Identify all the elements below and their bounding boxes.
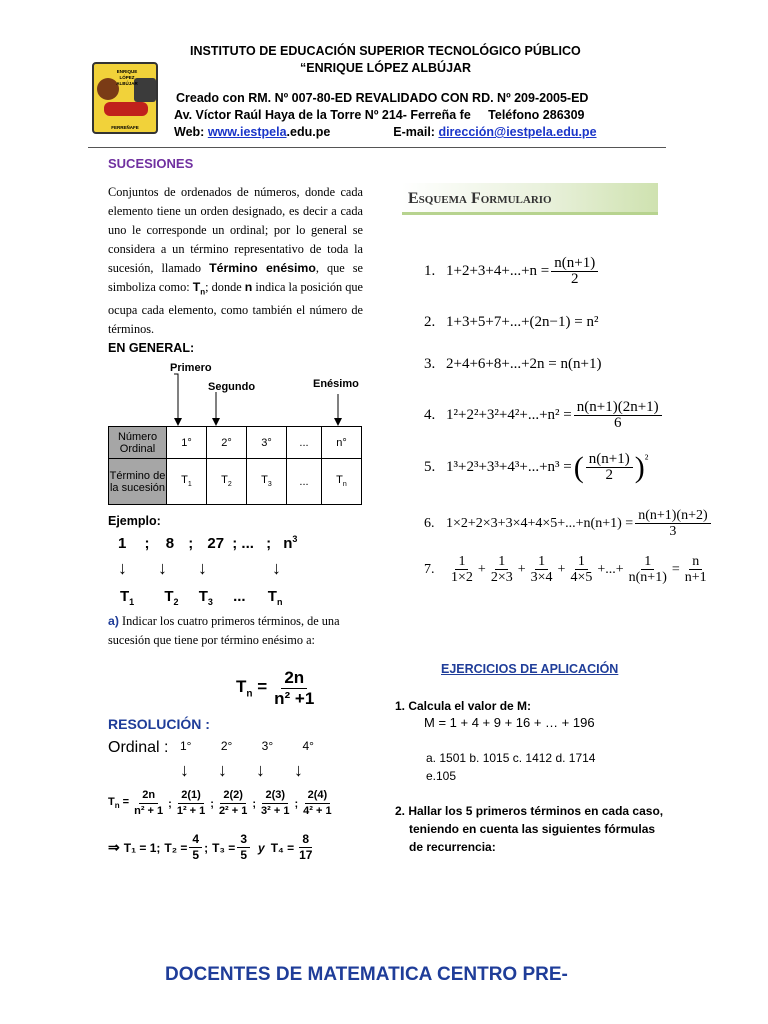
resolution-title: RESOLUCIÓN : <box>108 716 210 732</box>
section-title: SUCESIONES <box>108 156 194 171</box>
ordinal-label: Ordinal : <box>108 739 169 756</box>
exercise-1-expression: M = 1 + 4 + 9 + 16 + … + 196 <box>424 715 595 730</box>
scheme-title: Esquema Formulario <box>408 190 552 207</box>
footer-text: DOCENTES DE MATEMATICA CENTRO PRE- <box>165 964 568 982</box>
contact-line: Web: www.iestpela.edu.pe E-mail: dirección@iestpela.edu.pe <box>174 125 597 139</box>
label-enesimo: Enésimo <box>313 378 359 390</box>
logo-text: ENRIQUE LÓPEZ ALBÚJAR <box>116 69 138 86</box>
address-line: Av. Víctor Raúl Haya de la Torre Nº 214- Ferreña fe Teléfono 286309 <box>174 108 585 122</box>
institute-subname: “ENRIQUE LÓPEZ ALBÚJAR <box>300 61 472 75</box>
sequence-table <box>108 426 362 505</box>
example-terms: $T_1$ $T_2$ $T_3$ ... $T_n$ <box>120 588 283 607</box>
implies-arrow-icon: ⇒ <box>108 839 120 855</box>
logo <box>92 62 158 134</box>
example-title: Ejemplo: <box>108 514 161 528</box>
formula-1: 1. 1+2+3+4+...+n = $\frac{n(n+1)}{2}$ <box>424 256 600 287</box>
logo-bottom-text: FERREÑAFE <box>111 125 139 130</box>
resolution-result: ⇒ T₁ = 1 ; T₂ = $\frac{4}{5}$ ; T₃ = $\frac{3}{5}$ y T₄ = $\frac{8}{17}$ <box>108 832 313 862</box>
institute-name: INSTITUTO DE EDUCACIÓN SUPERIOR TECNOLÓGICO PÚBLICO <box>190 44 581 58</box>
email-link[interactable]: dirección@iestpela.edu.pe <box>438 125 597 139</box>
table-row-head: Término de la sucesión <box>109 459 167 505</box>
exercise-1-option-e: e.105 <box>426 769 457 783</box>
exercise-2-text: 2. Hallar los 5 primeros términos en cada caso, teniendo en cuenta las siguientes fórmulas de recurrencia: <box>395 804 664 854</box>
example-arrows: ↓ ↓ ↓ ↓ <box>118 558 282 578</box>
formula-4: 4. 1²+2²+3²+4²+...+n² = $\frac{n(n+1)(2n+1)}{6}$ <box>424 400 664 431</box>
pointer-arrows <box>108 368 368 428</box>
formula-5: 5. 1³+2³+3³+4³+...+n³ = ( n(n+1) 2 ) $^{^2}$ <box>424 450 649 484</box>
general-title: EN GENERAL: <box>108 341 195 355</box>
table-row: Término de la sucesión $T_1$ $T_2$ $T_3$ ... $T_n$ <box>109 459 362 505</box>
formula-2: 2. 1+3+5+7+...+(2n−1) = n² <box>424 314 599 330</box>
exercises-title: EJERCICIOS DE APLICACIÓN <box>441 662 619 676</box>
label-primero: Primero <box>170 362 212 374</box>
exercise-1-options: a. 1501 b. 1015 c. 1412 d. 1714 <box>426 751 596 765</box>
tn-formula: $T_n$ = $\frac{2n}{\text{n² +1}}$ <box>236 668 315 708</box>
header-divider <box>88 147 666 148</box>
table-row-head: Número Ordinal <box>109 427 167 459</box>
intro-paragraph: Conjuntos de ordenados de números, donde cada elemento tiene un orden designado, es decir a cada uno le corresponde un ordinal; por lo general se considera a un término representativo de toda la sucesión, llamado Término enésimo, que se simboliza como: $T_n$; donde n indica la posición que ocupa cada elemento, como también el número de términos. <box>108 185 364 337</box>
exercise-1-title: 1. Calcula el valor de M: <box>395 699 532 713</box>
example-sequence: 1 ; 8 ; 27 ; ... ; $n^3$ <box>118 534 298 552</box>
web-link[interactable]: www.iestpela <box>207 125 287 139</box>
formula-7: 7. 1 1×2 + 1 2×3 + 1 3×4 + 1 4×5 +...+ 1 n(n+1) = n n+1 <box>424 554 707 585</box>
resolution-fractions: $T_n$ = $\frac{2n}{\text{n² + 1}}$ ; 2(1) 1² + 1 ; 2(2) 2² + 1 ; 2(3) 3² + 1 ; 2(4) 4² + 1 <box>108 789 332 817</box>
table-row: Número Ordinal 1° 2° 3° ... n° <box>109 427 362 459</box>
ordinal-row: 1° 2° 3° 4° <box>180 739 314 753</box>
formula-3: 3. 2+4+6+8+...+2n = n(n+1) <box>424 356 602 372</box>
ordinal-arrows: ↓ ↓ ↓ ↓ <box>180 760 304 780</box>
creation-line: Creado con RM. Nº 007-80-ED REVALIDADO CON RD. Nº 209-2005-ED <box>176 91 589 105</box>
part-a-text: a) Indicar los cuatro primeros términos, de una sucesión que tiene por término enésimo a: <box>108 614 340 647</box>
label-segundo: Segundo <box>208 381 256 393</box>
formula-6: 6. 1×2+2×3+3×4+4×5+...+n(n+1) = $\frac{n(n+1)(n+2)}{3}$ <box>424 508 713 539</box>
